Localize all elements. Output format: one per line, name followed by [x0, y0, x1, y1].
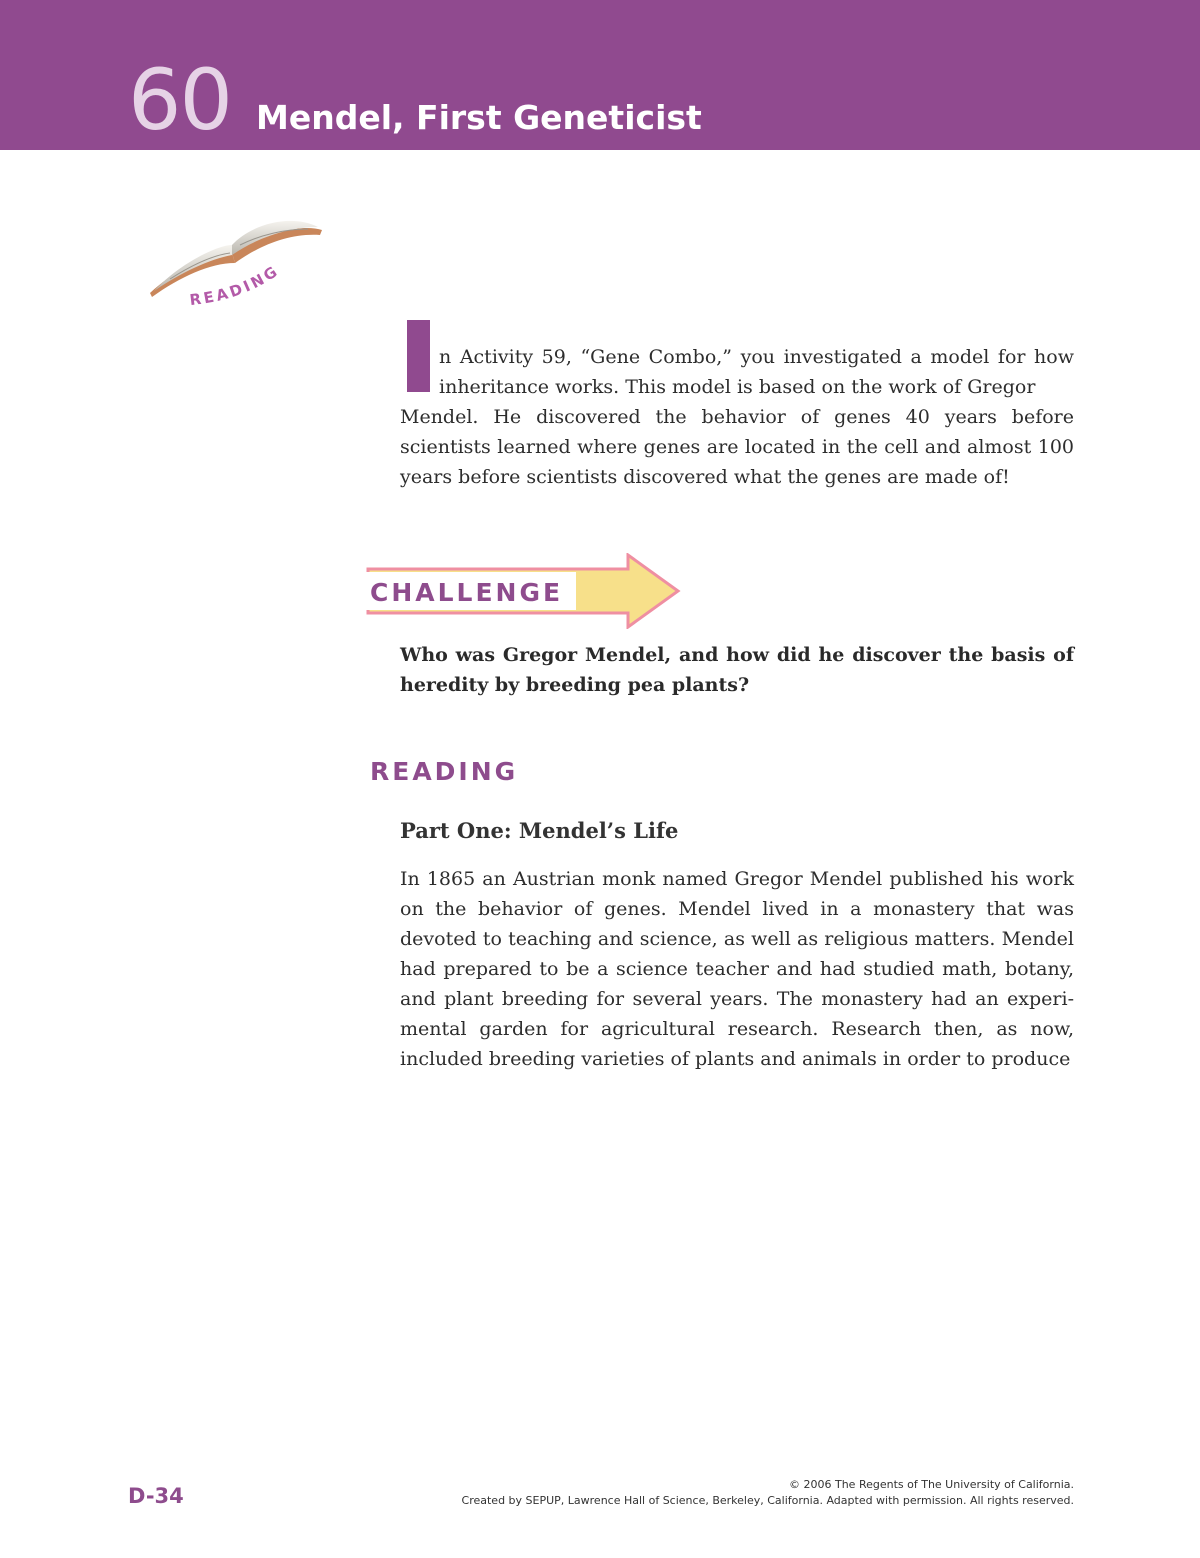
page-label: D-34 [128, 1484, 184, 1508]
copyright-line: © 2006 The Regents of The University of California. [789, 1478, 1074, 1491]
reading-heading: READING [370, 757, 519, 786]
open-book-icon [140, 205, 340, 320]
reading-body: In 1865 an Austrian monk named Gregor Mendel published his work on the behavior of genes. Mendel lived in a monastery that was devoted to teaching and science, as well as religious matters. Mendel had prepared to be a science teacher and had studied math, botany, and plant breeding for several years. The monastery had an experimental garden for agricultural research. Research then, as now, included breeding varieties of plants and animals in order to produce [400, 868, 1074, 1070]
intro-rest: Mendel. He discovered the behavior of genes 40 years before scientists learned where genes are located in the cell and almost 100 years before scientists discovered what the genes are made of! [400, 406, 1074, 488]
challenge-heading: CHALLENGE [370, 578, 564, 607]
intro-paragraph [400, 342, 1074, 492]
credit-line: Created by SEPUP, Lawrence Hall of Science, Berkeley, California. Adapted with permission. All rights reserved. [461, 1494, 1074, 1507]
activity-number: 60 [128, 51, 231, 149]
challenge-question: Who was Gregor Mendel, and how did he discover the basis of heredity by breeding pea plants? [400, 644, 1074, 696]
part-heading: Part One: Mendel’s Life [400, 818, 679, 843]
intro-lead: n Activity 59, “Gene Combo,” you investigated a model for how inheritance works. This model is based on the work of Gregor [439, 346, 1074, 398]
activity-title: Mendel, First Geneticist [256, 98, 702, 137]
footer [374, 1477, 1074, 1509]
reading-badge-label: READING [188, 261, 283, 310]
